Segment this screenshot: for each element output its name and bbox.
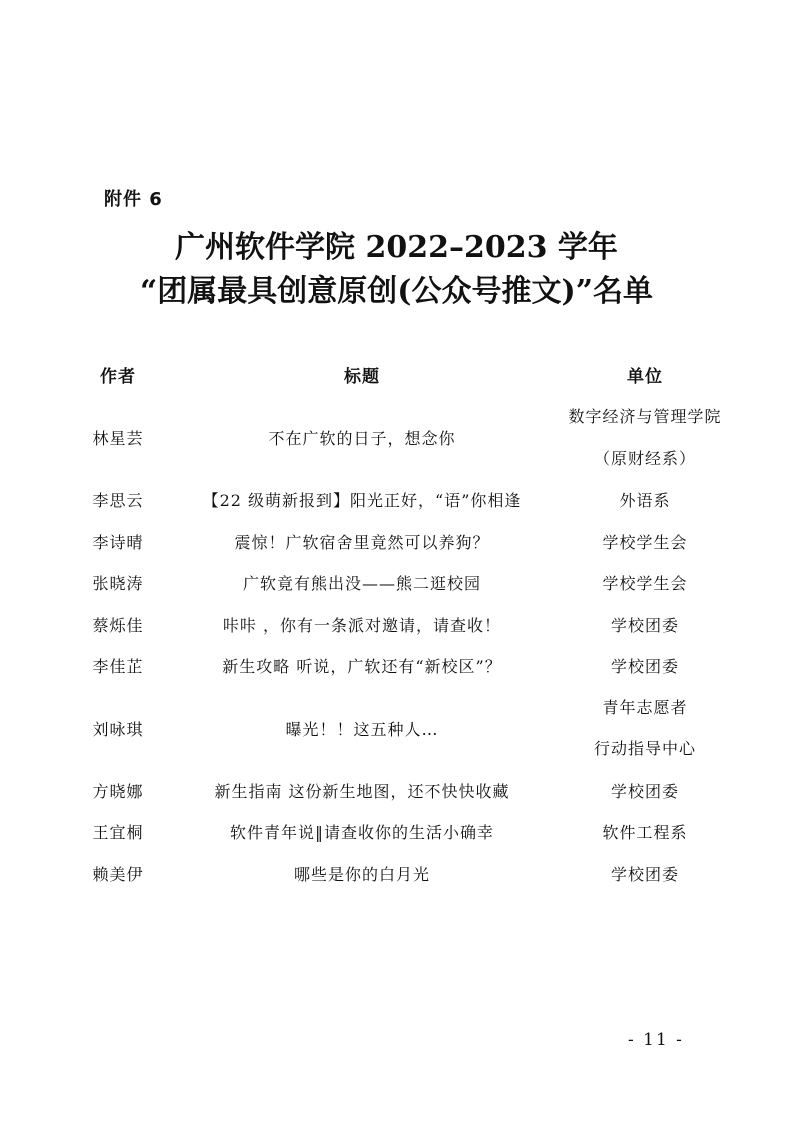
table-row [56, 521, 746, 563]
title-cell: 软件青年说‖请查收你的生活小确幸 [229, 823, 494, 843]
author-cell: 张晓涛 [92, 574, 144, 594]
table-row [56, 770, 746, 812]
title-cell: 广软竟有熊出没——熊二逛校园 [242, 574, 481, 594]
table-row [56, 645, 746, 687]
unit-line: 行动指导中心 [593, 739, 696, 758]
unit-cell: 学校学生会 [602, 574, 688, 594]
title-cell: 【22 级萌新报到】阳光正好，“语”你相逢 [202, 491, 522, 511]
title-cell: 哪些是你的白月光 [293, 864, 430, 884]
author-cell: 王宜桐 [92, 823, 144, 843]
document-title-line-2: “团属最具创意原创(公众号推文)”名单 [140, 274, 653, 309]
table-row [56, 479, 746, 521]
author-cell: 赖美伊 [92, 864, 144, 884]
page-number: - 11 - [628, 1030, 684, 1050]
header-unit: 单位 [627, 366, 663, 387]
title-cell: 新生攻略 听说，广软还有“新校区”？ [222, 657, 502, 677]
title-cell: 曝光！！这五种人… [285, 719, 439, 739]
author-cell: 蔡烁佳 [92, 615, 144, 635]
author-cell: 李诗晴 [92, 532, 144, 552]
attachment-label: 附件 6 [104, 189, 163, 210]
author-cell: 李佳芷 [92, 657, 144, 677]
unit-cell: 外语系 [619, 491, 671, 511]
unit-cell: 软件工程系 [602, 823, 688, 843]
award-list-table [56, 352, 746, 894]
unit-cell: 学校团委 [610, 615, 679, 635]
table-row [56, 687, 746, 770]
title-cell: 咔咔 ，你有一条派对邀请，请查收！ [222, 615, 502, 635]
author-cell: 方晓娜 [92, 781, 144, 801]
title-cell: 不在广软的日子，想念你 [268, 429, 456, 448]
table-row [56, 562, 746, 604]
table-row [56, 396, 746, 479]
header-title: 标题 [344, 366, 380, 387]
unit-cell: 学校团委 [610, 864, 679, 884]
unit-line: 数字经济与管理学院 [568, 407, 722, 426]
table-header-row [56, 352, 746, 396]
document-title-line-1: 广州软件学院 2022–2023 学年 [175, 230, 618, 265]
unit-cell: 学校团委 [610, 781, 679, 801]
unit-cell [544, 396, 746, 479]
table-row [56, 853, 746, 895]
unit-cell [544, 687, 746, 770]
title-cell: 新生指南 这份新生地图，还不快快收藏 [214, 781, 510, 801]
unit-line: 青年志愿者 [602, 697, 688, 717]
table-row [56, 811, 746, 853]
unit-cell: 学校团委 [610, 657, 679, 677]
table-row [56, 604, 746, 646]
author-cell: 李思云 [92, 491, 144, 511]
unit-line: （原财经系） [593, 448, 696, 468]
header-author: 作者 [100, 366, 136, 387]
author-cell: 林星芸 [92, 429, 144, 448]
author-cell: 刘咏琪 [92, 719, 144, 739]
unit-cell: 学校学生会 [602, 532, 688, 552]
title-cell: 震惊！广软宿舍里竟然可以养狗？ [234, 532, 490, 552]
